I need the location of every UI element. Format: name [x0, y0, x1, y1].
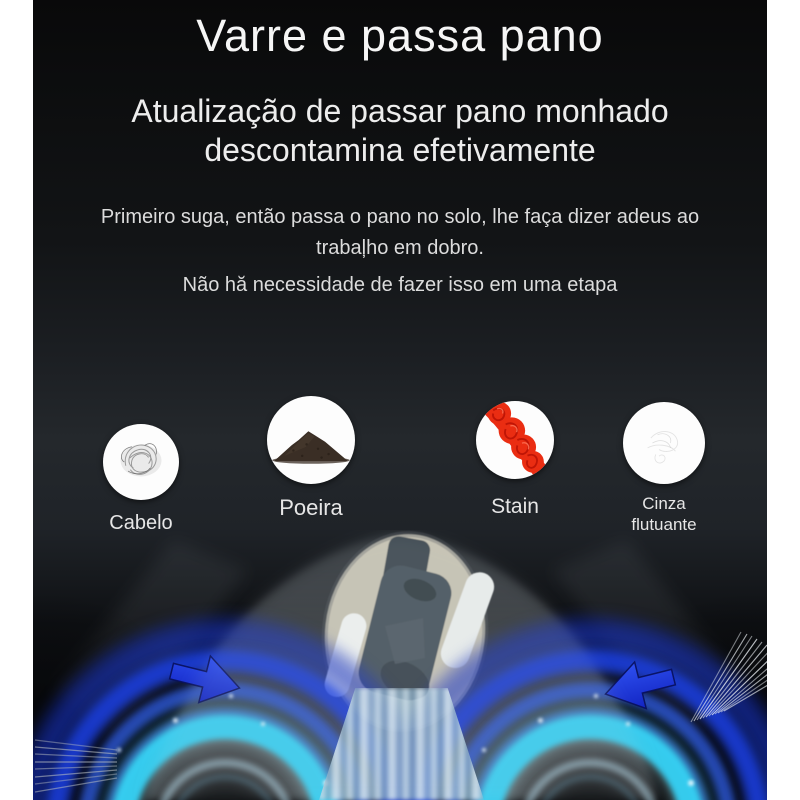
sparkle — [173, 718, 178, 723]
sparkle — [626, 722, 630, 726]
sparkle — [538, 718, 543, 723]
shadow-right — [593, 590, 767, 800]
brush-ring — [377, 617, 767, 800]
brush-ring — [170, 775, 280, 800]
red-stain-icon — [476, 401, 554, 479]
sparkle — [229, 694, 233, 698]
brush-ring-cyan — [475, 715, 705, 800]
debris-item-dust — [256, 396, 366, 521]
spin-brush-right — [390, 630, 767, 800]
debris-label: Cabelo — [109, 512, 173, 534]
dust-photo-circle — [267, 396, 355, 484]
brush-ring — [44, 649, 406, 800]
brush-ring — [519, 759, 661, 800]
floating-ash-icon — [623, 402, 705, 484]
clockwise-arrow-icon — [161, 642, 252, 723]
sparkle — [688, 780, 694, 786]
counterclockwise-arrow-icon — [592, 648, 683, 729]
brush-glow — [388, 628, 767, 800]
sparkle — [594, 694, 598, 698]
brush-ring — [409, 649, 767, 800]
hair-photo-circle — [103, 424, 179, 500]
debris-label: Poeira — [279, 495, 343, 520]
brush-ring — [33, 617, 438, 800]
sparkle — [323, 780, 329, 786]
stain-photo-circle — [476, 401, 554, 479]
subtitle-line-2: descontamina efetivamente — [204, 132, 596, 168]
dust-pile-icon — [267, 396, 355, 484]
product-banner — [33, 0, 767, 800]
page-title: Varre e passa pano — [196, 10, 604, 61]
debris-item-hair — [86, 424, 196, 535]
debris-label: Stain — [491, 495, 539, 518]
subtitle-line-1: Atualização de passar pano monhado — [131, 93, 669, 129]
lead-line-3: Não hă necessidade de fazer isso em uma etapa — [182, 274, 618, 296]
light-ray-left — [53, 540, 248, 740]
brush-glow — [33, 628, 427, 800]
lead-line-2: trabaļho em dobro. — [316, 237, 484, 259]
side-brush-bristles-right — [685, 626, 767, 726]
light-ray-right — [552, 540, 747, 740]
ash-photo-circle — [623, 402, 705, 484]
brush-ring-cyan — [110, 715, 340, 800]
hair-clump-icon — [103, 424, 179, 500]
brush-ring — [154, 759, 296, 800]
brush-ring — [77, 682, 373, 800]
brush-hub-shadow — [173, 778, 277, 800]
caster-wheel-photo — [315, 530, 498, 740]
brush-hub-shadow — [538, 778, 642, 800]
sparkle — [117, 748, 121, 752]
sparkle — [261, 722, 265, 726]
shadow-left — [33, 590, 203, 800]
lead-text — [33, 202, 767, 301]
light-beam — [319, 688, 484, 800]
debris-label: Cinza flutuante — [631, 494, 697, 534]
spotlight-beam — [33, 530, 767, 800]
brush-ring — [442, 682, 738, 800]
debris-item-stain — [460, 401, 570, 519]
brush-ring — [535, 775, 645, 800]
brush-ring — [103, 708, 347, 800]
spin-brush-left — [33, 630, 425, 800]
subtitle — [33, 92, 767, 170]
spotlight-veil — [33, 530, 767, 800]
lead-line-1: Primeiro suga, então passa o pano no solo, lhe faça dizer adeus ao — [100, 206, 700, 228]
sparkle — [482, 748, 486, 752]
side-brush-bristles-left — [33, 736, 121, 800]
brush-ring — [468, 708, 712, 800]
debris-item-ash — [609, 402, 719, 535]
